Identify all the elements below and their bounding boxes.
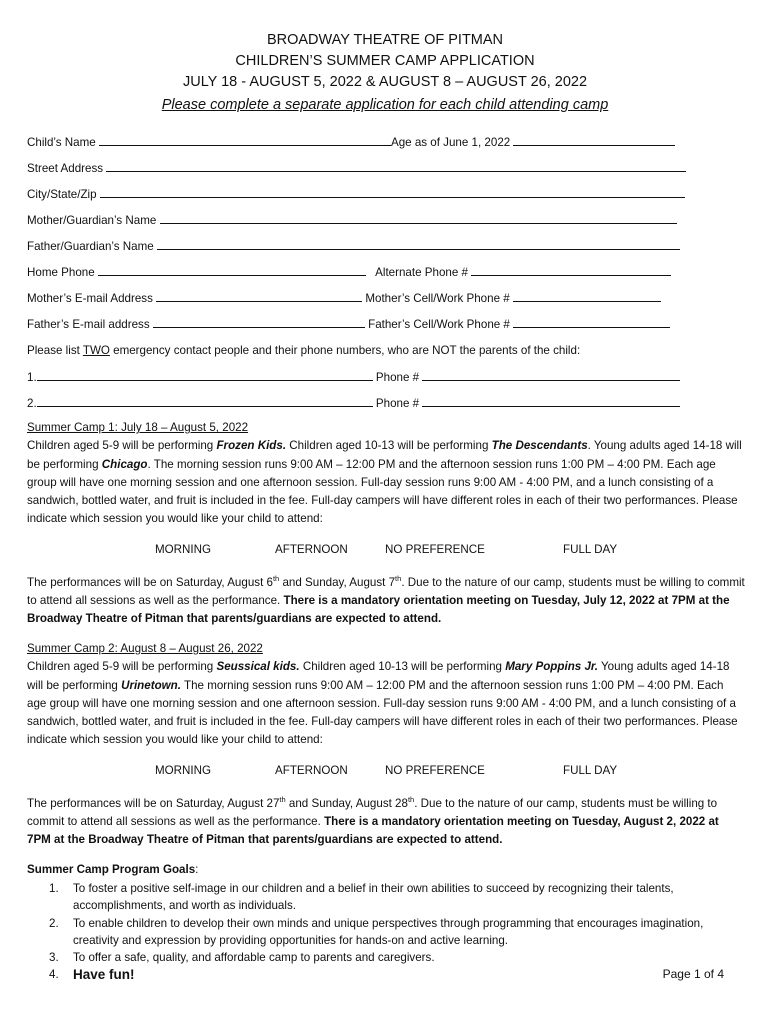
child-name-label: Child’s Name [27,136,96,149]
street-row [27,160,686,176]
father-cell-label: Father’s Cell/Work Phone # [368,318,510,331]
mother-name-field[interactable] [160,212,677,224]
emergency-1-phone-label: Phone # [375,371,420,384]
child-name-field[interactable] [99,134,391,146]
city-field[interactable] [100,186,685,198]
camp-2-section [27,640,745,750]
street-label: Street Address [27,162,104,175]
camp-1-show-1: Frozen Kids. [216,439,287,453]
mother-email-field[interactable] [156,290,362,302]
emergency-row-2 [27,395,680,411]
mother-cell-field[interactable] [513,290,661,302]
city-label: City/State/Zip [27,188,97,201]
age-label: Age as of June 1, 2022 [390,136,511,149]
camp-2-option-afternoon[interactable]: AFTERNOON [275,764,348,777]
emergency-intro-emphasis: TWO [82,344,110,357]
camp-1-orientation-notice: There is a mandatory orientation meeting on Tuesday, July 12, 2022 at 7PM at the Broadway Theatre of Pitman that parents/guardians are expected to attend. [27,594,730,626]
father-name-label: Father/Guardian’s Name [27,240,154,253]
theatre-title: BROADWAY THEATRE OF PITMAN [266,32,504,48]
emergency-1-number: 1. [27,371,37,384]
mother-email-label: Mother’s E-mail Address [27,292,153,305]
camp-2-show-2: Mary Poppins Jr. [505,660,598,674]
emergency-1-name-field[interactable] [37,369,373,381]
emergency-intro-text: Please list [27,344,83,357]
application-title: CHILDREN’S SUMMER CAMP APPLICATION [235,53,535,69]
camp-2-description: Children aged 5-9 will be performing Seussical kids. Children aged 10-13 will be performing Mary Poppins Jr. Young adults aged 14-18 will be performing Urinetown. The morning session runs 9:00 AM – 12:00 PM and the afternoon session runs 1:00 PM – 4:00 PM. Each age group will have one morning session and one afternoon session. Full-day session runs 9:00 AM - 4:00 PM, and a lunch consisting of a sandwich, bottled water, and fruit is included in the fee. Full-day campers will have different roles in each of their two performances. Please indicate which session you would like your child to attend: [27,660,738,747]
goal-item: 4. Have fun! [49,967,135,983]
camp-2-option-full-day[interactable]: FULL DAY [563,764,618,777]
home-phone-label: Home Phone [27,266,95,279]
camp-2-orientation-notice: There is a mandatory orientation meeting on Tuesday, August 2, 2022 at 7PM at the Broadway Theatre of Pitman that parents/guardians are expected to attend. [27,815,719,847]
alt-phone-label: Alternate Phone # [375,266,468,279]
emergency-1-phone-field[interactable] [422,369,680,381]
home-phone-field[interactable] [98,264,366,276]
camp-1-heading: Summer Camp 1: July 18 – August 5, 2022 [27,421,249,434]
camp-1-show-3: Chicago [101,457,148,471]
camp-2-option-no-preference[interactable]: NO PREFERENCE [385,764,485,777]
emergency-2-phone-field[interactable] [422,395,680,407]
goals-title: Summer Camp Program Goals [27,863,196,876]
emergency-2-number: 2. [27,397,37,410]
emergency-intro [27,343,580,358]
application-instruction: Please complete a separate application for each child attending camp [161,97,609,113]
mother-name-row [27,212,677,228]
city-row [27,186,685,202]
alt-phone-field[interactable] [471,264,671,276]
camp-2-show-3: Urinetown. [121,678,181,692]
phone-row [27,264,671,280]
father-contact-row [27,316,670,332]
emergency-2-name-field[interactable] [37,395,373,407]
mother-name-label: Mother/Guardian’s Name [27,214,157,227]
mother-contact-row [27,290,661,306]
child-name-row [27,134,675,150]
page-number: Page 1 of 4 [662,967,724,981]
camp-1-show-2: The Descendants [491,439,588,453]
age-field[interactable] [513,134,675,146]
camp-2-performance-note: The performances will be on Saturday, August 27th and Sunday, August 28th. Due to the nature of our camp, students must be willing to commit to attend all sessions as well as the performance. There is a mandatory orientation meeting on Tuesday, August 2, 2022 at 7PM at the Broadway Theatre of Pitman that parents/guardians are expected to attend. [27,795,719,847]
emergency-intro-rest: emergency contact people and their phone numbers, who are NOT the parents of the child: [109,344,581,357]
camp-1-option-full-day[interactable]: FULL DAY [563,543,618,556]
street-field[interactable] [106,160,686,172]
camp-2-option-morning[interactable]: MORNING [155,764,212,777]
goal-item: 3. To offer a safe, quality, and affordable camp to parents and caregivers. [49,951,435,965]
father-name-row [27,238,680,254]
camp-2-heading: Summer Camp 2: August 8 – August 26, 2022 [27,642,263,655]
program-goals: Summer Camp Program Goals: 1. To foster a positive self-image in our children and a belief in their own abilities to succeed by recognizing their talents, accomplishments, and worth as individuals. 2. To enable children to develop their own minds and unique perspectives through programming that encourages imagination, creativity and expression by providing opportunities for hands-on and active learning. 3. To offer a safe, quality, and affordable camp to parents and caregivers. 4. Have fun! [27,861,745,984]
emergency-row-1 [27,369,680,385]
father-cell-field[interactable] [513,316,670,328]
camp-1-section [27,419,745,529]
camp-1-option-no-preference[interactable]: NO PREFERENCE [385,543,485,556]
father-email-field[interactable] [153,316,365,328]
emergency-2-phone-label: Phone # [375,397,420,410]
camp-2-show-1: Seussical kids. [216,660,300,674]
camp-1-description: Children aged 5-9 will be performing Frozen Kids. Children aged 10-13 will be performing The Descendants. Young adults aged 14-18 will be performing Chicago. The morning session runs 9:00 AM – 12:00 PM and the afternoon session runs 1:00 PM – 4:00 PM. Each age group will have one morning session and one afternoon session. Full-day session runs 9:00 AM - 4:00 PM, and a lunch consisting of a sandwich, bottled water, and fruit is included in the fee. Full-day campers will have different roles in each of their two performances. Please indicate which session you would like your child to attend: [27,439,742,526]
goal-item: 1. To foster a positive self-image in our children and a belief in their own abilities to succeed by recognizing their talents, accomplishments, and worth as individuals. [49,882,674,913]
father-email-label: Father’s E-mail address [27,318,150,331]
camp-dates: JULY 18 - AUGUST 5, 2022 & AUGUST 8 – AUGUST 26, 2022 [182,74,588,90]
goal-item: 2. To enable children to develop their own minds and unique perspectives through programming that encourages imagination, creativity and expression by providing opportunities for hands-on and active learning. [49,916,704,947]
camp-1-performance-note: The performances will be on Saturday, August 6th and Sunday, August 7th. Due to the nature of our camp, students must be willing to commit to attend all sessions as well as the performance. There is a mandatory orientation meeting on Tuesday, July 12, 2022 at 7PM at the Broadway Theatre of Pitman that parents/guardians are expected to attend. [27,574,745,626]
camp-1-option-afternoon[interactable]: AFTERNOON [275,543,348,556]
camp-1-option-morning[interactable]: MORNING [155,543,212,556]
mother-cell-label: Mother’s Cell/Work Phone # [365,292,510,305]
father-name-field[interactable] [157,238,680,250]
